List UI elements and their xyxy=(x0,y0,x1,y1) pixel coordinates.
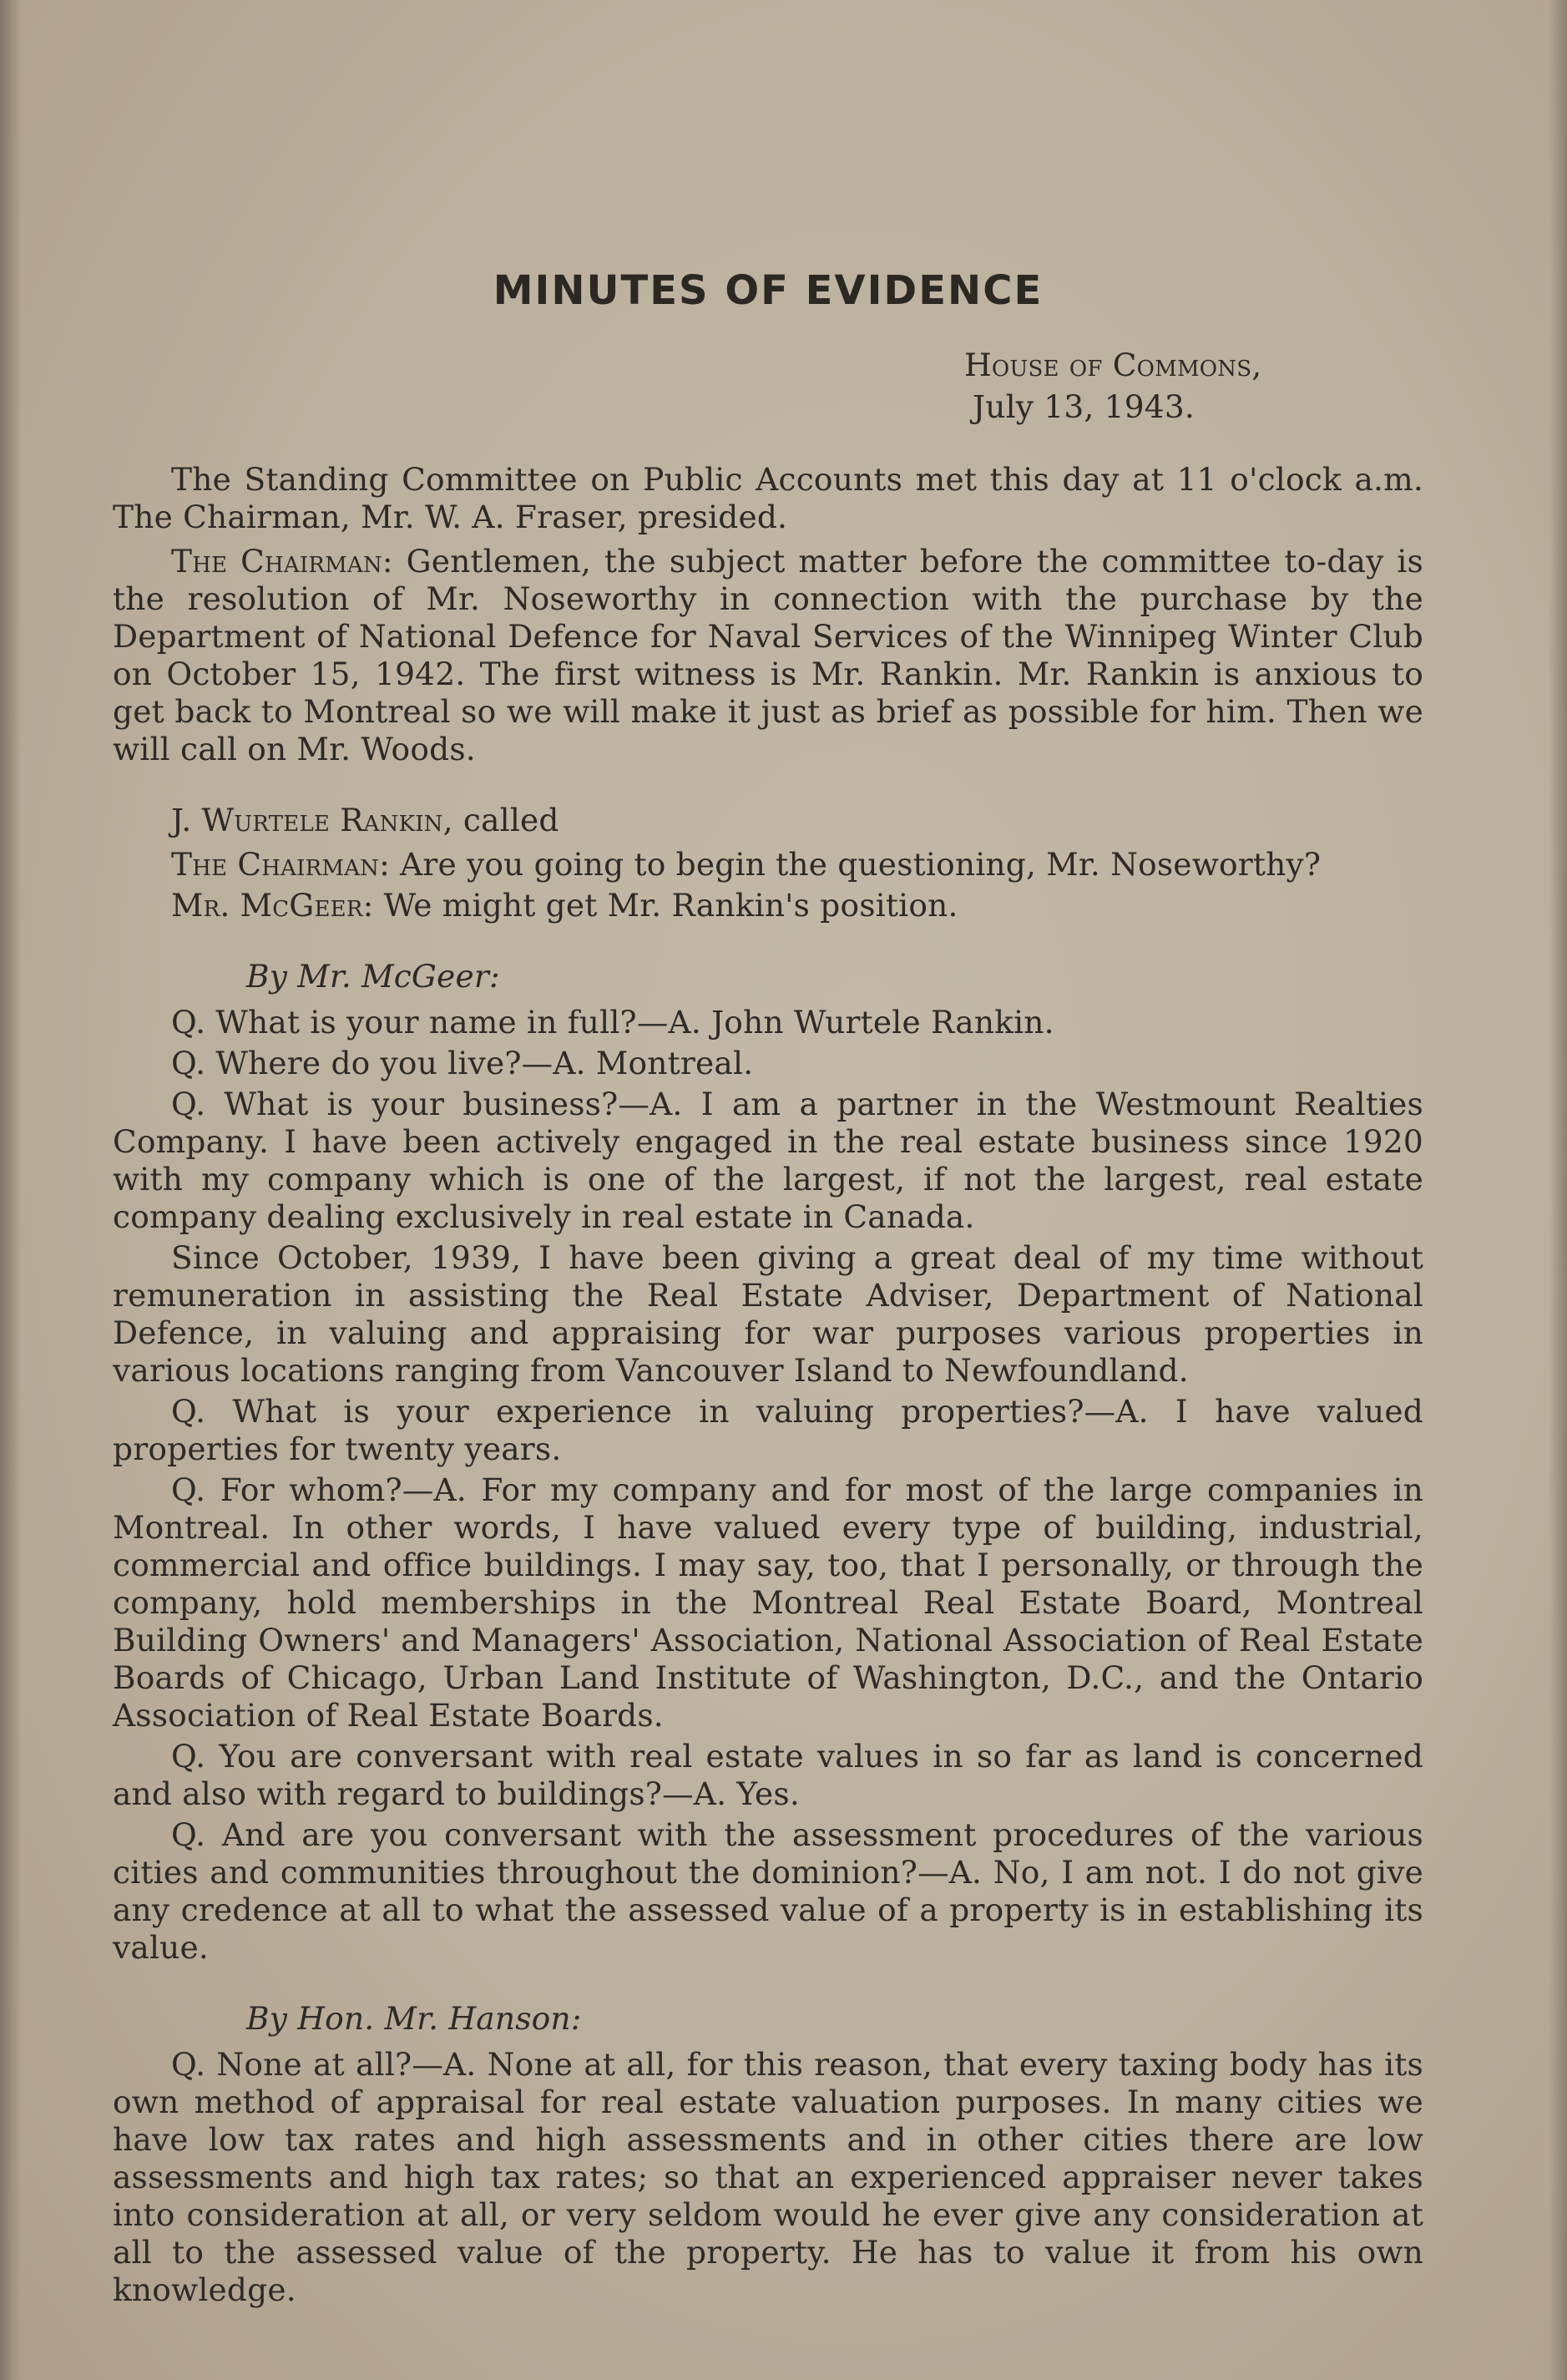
statement-text: : We might get Mr. Rankin's position. xyxy=(362,887,958,924)
speaker-name: The Chairman xyxy=(171,543,382,580)
qa-paragraph: Q. And are you conversant with the assessment procedures of the various cities and communities throughout the dominion?—A. No, I am not. I do not give any credence at all to what the assessed value of a property is in establishing its value. xyxy=(113,1816,1423,1966)
witness-name: J. Wurtele Rankin xyxy=(171,802,443,838)
qa-paragraph: Q. What is your business?—A. I am a partner in the Westmount Realties Company. I have been actively engaged in the real estate business since 1920 with my company which is one of the largest, if not the largest, real estate company dealing exclusively in real estate in Canada. xyxy=(113,1086,1423,1235)
witness-suffix: , called xyxy=(442,802,559,838)
qa-paragraph: Q. Where do you live?—A. Montreal. xyxy=(171,1045,754,1081)
document-title: MINUTES OF EVIDENCE xyxy=(493,267,1044,314)
document-place: House of Commons, xyxy=(964,347,1262,383)
qa-paragraph: Q. You are conversant with real estate values in so far as land is concerned and also with regard to buildings?—A. Yes. xyxy=(113,1738,1423,1812)
qa-paragraph: Since October, 1939, I have been giving a great deal of my time without remuneration in assisting the Real Estate Adviser, Department of National Defence, in valuing and appraising for war purposes various properties in various locations ranging from Vancouver Island to Newfoundland. xyxy=(113,1239,1423,1389)
chairman-question xyxy=(113,846,1423,884)
qa-paragraph: Q. What is your name in full?—A. John Wurtele Rankin. xyxy=(171,1004,1054,1041)
statement-text: : Are you going to begin the questioning, Mr. Noseworthy? xyxy=(379,846,1322,883)
opening-paragraph: The Standing Committee on Public Accounts met this day at 11 o'clock a.m. The Chairman, Mr. W. A. Fraser, presided. xyxy=(113,461,1423,535)
page-right-edge xyxy=(1549,0,1567,2380)
chairman-statement xyxy=(113,543,1423,768)
page-binding-edge xyxy=(0,0,22,2380)
document-date: July 13, 1943. xyxy=(973,388,1195,425)
speaker-name: Mr. McGeer xyxy=(171,887,363,924)
document-content xyxy=(113,267,1423,2312)
qa-paragraph: Q. None at all?—A. None at all, for this reason, that every taxing body has its own method of appraisal for real estate valuation purposes. In many cities we have low tax rates and high assessments and in other cities there are low assessments and high tax rates; so that an experienced appraiser never takes into consideration at all, or very seldom would he ever give any consideration at all to the assessed value of the property. He has to value it from his own knowledge. xyxy=(113,2046,1423,2308)
mcgeer-statement xyxy=(113,887,1423,924)
examiner-heading-hanson: By Hon. Mr. Hanson: xyxy=(246,2000,582,2037)
qa-paragraph: Q. What is your experience in valuing properties?—A. I have valued properties for twenty years. xyxy=(113,1393,1423,1467)
qa-paragraph: Q. For whom?—A. For my company and for most of the large companies in Montreal. In other words, I have valued every type of building, industrial, commercial and office buildings. I may say, too, that I personally, or through the company, hold memberships in the Montreal Real Estate Board, Montreal Building Owners' and Managers' Association, National Association of Real Estate Boards of Chicago, Urban Land Institute of Washington, D.C., and the Ontario Association of Real Estate Boards. xyxy=(113,1471,1423,1734)
examiner-heading-mcgeer: By Mr. McGeer: xyxy=(246,958,500,995)
statement-text: : Gentlemen, the subject matter before the committee to-day is the resolution of Mr. Noseworthy in connection with the purchase by the Department of National Defence for Naval Services of the Winnipeg Winter Club on October 15, 1942. The first witness is Mr. Rankin. Mr. Rankin is anxious to get back to Montreal so we will make it just as brief as possible for him. Then we will call on Mr. Woods. xyxy=(113,543,1424,767)
witness-called xyxy=(113,802,1423,839)
speaker-name: The Chairman xyxy=(171,846,380,883)
